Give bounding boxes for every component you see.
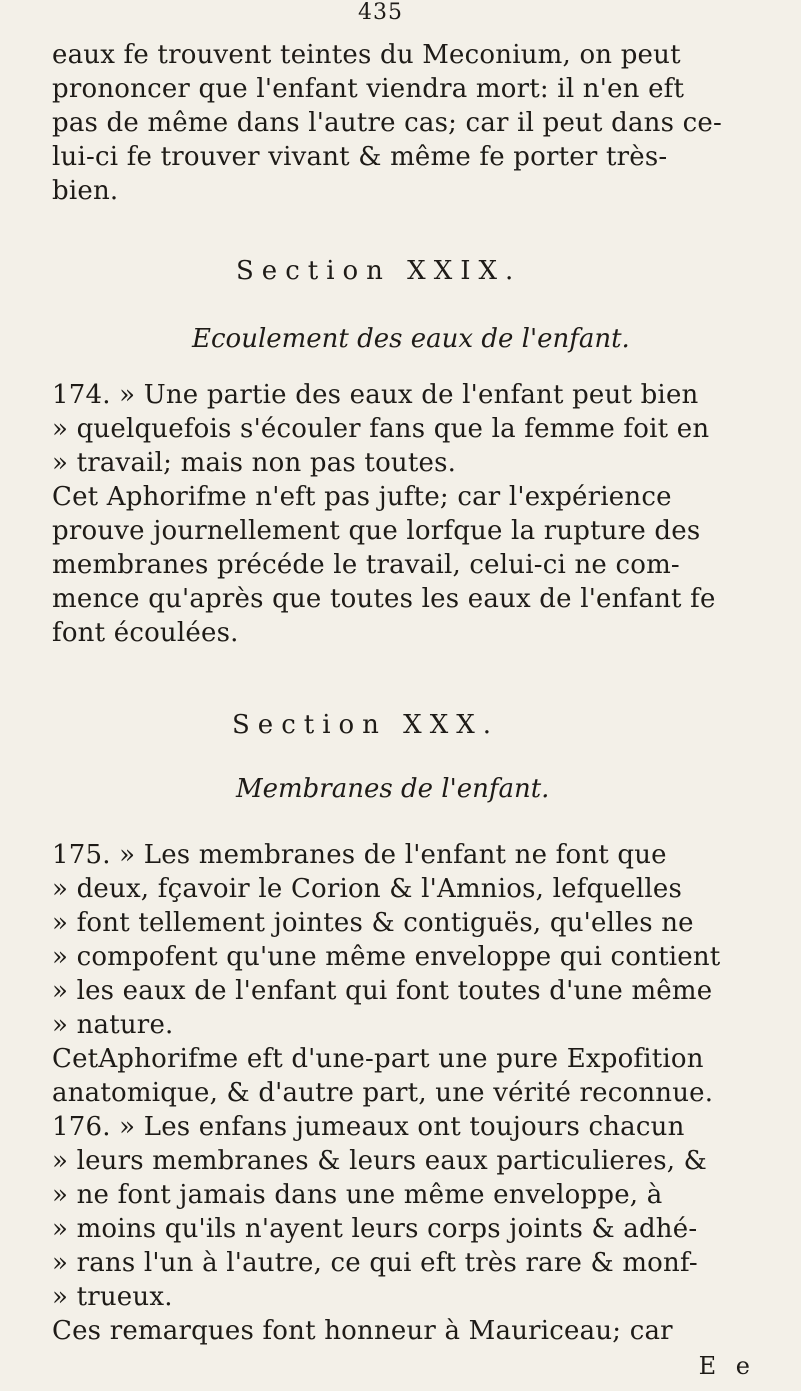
text-line: » ne font jamais dans une même enveloppe, à [52, 1180, 663, 1210]
text-line: » quelquefois s'écouler fans que la femme foit en [52, 414, 710, 444]
section-heading-xxx: Section XXX. [232, 710, 499, 740]
signature-mark: E e [698, 1352, 756, 1380]
section-title-membranes: Membranes de l'enfant. [236, 774, 550, 804]
paragraph-block-1 [52, 38, 772, 208]
text-line: » travail; mais non pas toutes. [52, 448, 457, 478]
text-line: mence qu'après que toutes les eaux de l'enfant fe [52, 584, 716, 614]
text-line: Cet Aphorifme n'eft pas jufte; car l'expérience [52, 482, 672, 512]
paragraph-block-2 [52, 378, 772, 650]
text-line: eaux fe trouvent teintes du Meconium, on peut [52, 40, 681, 70]
text-line: Ces remarques font honneur à Mauriceau; car [52, 1316, 673, 1346]
text-line: » deux, fçavoir le Corion & l'Amnios, lefquelles [52, 874, 683, 904]
text-line: » nature. [52, 1010, 174, 1040]
text-line: CetAphorifme eft d'une-part une pure Expofition [52, 1044, 704, 1074]
text-line: lui-ci fe trouver vivant & même fe porter très- [52, 142, 668, 172]
text-line: » rans l'un à l'autre, ce qui eft très rare & monf- [52, 1248, 698, 1278]
text-line: » les eaux de l'enfant qui font toutes d'une même [52, 976, 713, 1006]
text-line: prononcer que l'enfant viendra mort: il n'en eft [52, 74, 685, 104]
text-line: » font tellement jointes & contiguës, qu'elles ne [52, 908, 694, 938]
section-heading-xxix: Section XXIX. [236, 256, 522, 286]
text-line: pas de même dans l'autre cas; car il peut dans ce- [52, 108, 722, 138]
text-line: anatomique, & d'autre part, une vérité reconnue. [52, 1078, 714, 1108]
paragraph-block-3 [52, 838, 772, 1348]
text-line: 175. » Les membranes de l'enfant ne font que [52, 840, 667, 870]
text-line: membranes précéde le travail, celui-ci ne com- [52, 550, 680, 580]
text-line: 176. » Les enfans jumeaux ont toujours chacun [52, 1112, 685, 1142]
text-line: 174. » Une partie des eaux de l'enfant peut bien [52, 380, 699, 410]
text-line: font écoulées. [52, 618, 239, 648]
text-line: » trueux. [52, 1282, 173, 1312]
text-line: » leurs membranes & leurs eaux particulieres, & [52, 1146, 708, 1176]
text-line: bien. [52, 176, 119, 206]
text-line: prouve journellement que lorfque la rupture des [52, 516, 701, 546]
text-line: » compofent qu'une même enveloppe qui contient [52, 942, 721, 972]
text-line: » moins qu'ils n'ayent leurs corps joints & adhé- [52, 1214, 698, 1244]
section-title-ecoulement: Ecoulement des eaux de l'enfant. [192, 324, 630, 354]
page-number: 435 [358, 0, 403, 25]
